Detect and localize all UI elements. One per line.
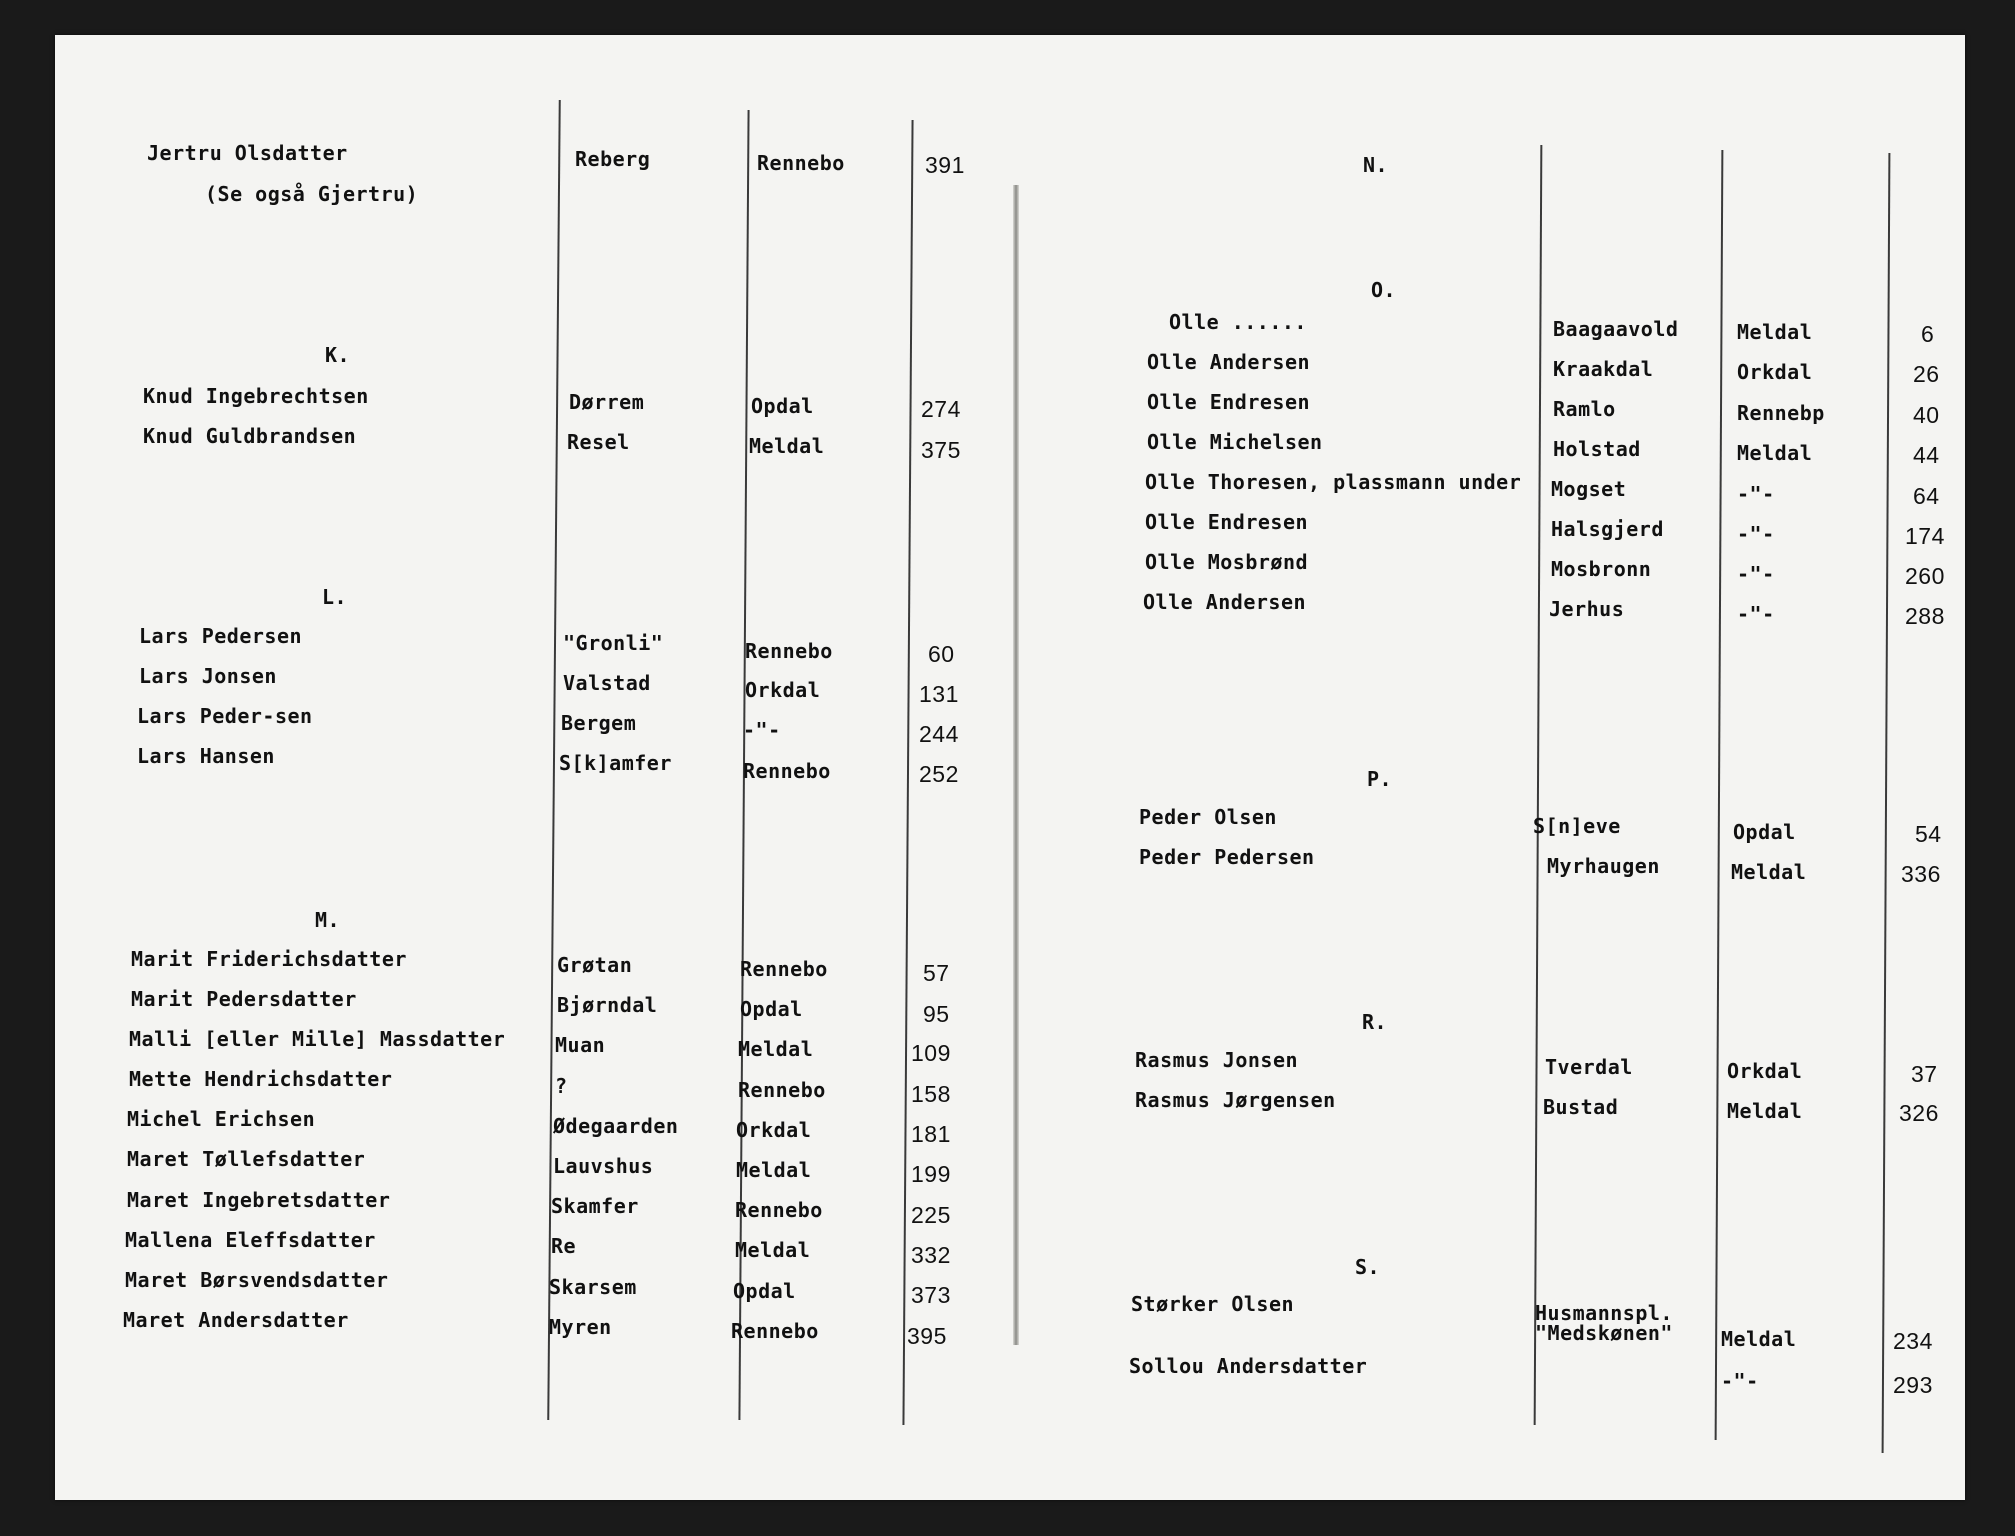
entry-farm: Myrhaugen — [1547, 854, 1660, 878]
entry-name: Olle Endresen — [1145, 510, 1309, 534]
entry-page: 336 — [1901, 861, 1941, 887]
entry-parish: Opdal — [733, 1279, 796, 1303]
entry-page: 293 — [1893, 1372, 1933, 1398]
entry-name: Maret Andersdatter — [123, 1308, 349, 1332]
entry-parish: Meldal — [1727, 1099, 1803, 1123]
entry-parish: Meldal — [736, 1158, 812, 1182]
entry-parish: Rennebo — [740, 957, 828, 981]
entry-farm: Re — [551, 1234, 577, 1258]
entry-page: 6 — [1921, 321, 1935, 347]
left-page — [55, 35, 1015, 1500]
section-letter: N. — [1363, 153, 1389, 177]
entry-name: Lars Pedersen — [139, 624, 303, 648]
entry-page: 375 — [921, 437, 961, 463]
entry-farm: Halsgjerd — [1551, 517, 1664, 541]
entry-parish: Meldal — [738, 1037, 814, 1061]
entry-farm: Kraakdal — [1553, 357, 1654, 381]
entry-farm: S[k]amfer — [559, 751, 672, 775]
entry-page: 332 — [911, 1242, 951, 1268]
entry-name: Rasmus Jonsen — [1135, 1048, 1299, 1072]
entry-page: 373 — [911, 1282, 951, 1308]
entry-parish: -"- — [1721, 1369, 1759, 1393]
entry-parish: Rennebo — [745, 639, 833, 663]
entry-farm: Ramlo — [1553, 397, 1616, 421]
entry-farm: Husmannspl. — [1535, 1301, 1673, 1325]
entry-farm: ? — [555, 1074, 568, 1098]
entry-name: Knud Guldbrandsen — [143, 424, 357, 448]
entry-farm: Mosbronn — [1551, 557, 1652, 581]
section-letter: P. — [1367, 767, 1393, 791]
entry-page: 174 — [1905, 523, 1945, 549]
entry-name: Marit Friderichsdatter — [131, 947, 407, 971]
section-letter: L. — [322, 585, 348, 609]
entry-parish: -"- — [1737, 522, 1775, 546]
entry-name: Maret Tøllefsdatter — [127, 1147, 366, 1171]
entry-farm: Resel — [567, 430, 630, 454]
entry-name: Olle Michelsen — [1147, 430, 1323, 454]
entry-note: (Se også Gjertru) — [205, 182, 419, 206]
entry-farm: Reberg — [575, 147, 651, 171]
entry-page: 199 — [911, 1161, 951, 1187]
entry-farm: Skamfer — [551, 1194, 639, 1218]
entry-page: 260 — [1905, 563, 1945, 589]
right-page — [1015, 35, 1965, 1500]
entry-name: Maret Børsvendsdatter — [125, 1268, 389, 1292]
entry-farm: Skarsem — [549, 1275, 637, 1299]
entry-page: 64 — [1913, 483, 1940, 509]
entry-parish: Orkdal — [745, 678, 821, 702]
entry-farm: Bergem — [561, 711, 637, 735]
entry-name: Rasmus Jørgensen — [1135, 1088, 1336, 1112]
column-divider — [1882, 153, 1891, 1453]
entry-farm: Muan — [555, 1033, 606, 1057]
entry-name: Mette Hendrichsdatter — [129, 1067, 393, 1091]
entry-farm: S[n]eve — [1533, 814, 1621, 838]
entry-page: 54 — [1915, 821, 1942, 847]
entry-parish: -"- — [1737, 482, 1775, 506]
entry-farm: Lauvshus — [553, 1154, 654, 1178]
entry-name: Peder Olsen — [1139, 805, 1277, 829]
document-sheet — [55, 35, 1965, 1500]
entry-parish: Rennebo — [735, 1198, 823, 1222]
entry-name: Olle Andersen — [1143, 590, 1307, 614]
entry-parish: Rennebp — [1737, 401, 1825, 425]
entry-parish: Opdal — [740, 997, 803, 1021]
entry-name: Lars Peder-sen — [137, 704, 313, 728]
entry-farm: Ødegaarden — [553, 1114, 679, 1138]
column-divider — [1534, 145, 1543, 1425]
entry-parish: Meldal — [1731, 860, 1807, 884]
entry-page: 40 — [1913, 402, 1940, 428]
entry-parish: Orkdal — [736, 1118, 812, 1142]
entry-name: Olle Mosbrønd — [1145, 550, 1309, 574]
entry-page: 95 — [923, 1001, 950, 1027]
column-divider — [1715, 150, 1724, 1440]
entry-page: 158 — [911, 1081, 951, 1107]
entry-page: 395 — [907, 1323, 947, 1349]
entry-page: 181 — [911, 1121, 951, 1147]
section-letter: K. — [325, 343, 351, 367]
entry-page: 26 — [1913, 361, 1940, 387]
entry-parish: Rennebo — [731, 1319, 819, 1343]
entry-name: Olle Andersen — [1147, 350, 1311, 374]
section-letter: M. — [315, 908, 341, 932]
entry-name: Olle ...... — [1169, 310, 1307, 334]
entry-parish: -"- — [743, 718, 781, 742]
entry-page: 225 — [911, 1202, 951, 1228]
entry-parish: Orkdal — [1727, 1059, 1803, 1083]
entry-name: Størker Olsen — [1131, 1292, 1295, 1316]
entry-farm: Grøtan — [557, 953, 633, 977]
entry-page: 37 — [1911, 1061, 1938, 1087]
entry-parish: Meldal — [1737, 441, 1813, 465]
entry-name: Marit Pedersdatter — [131, 987, 357, 1011]
entry-farm: Baagaavold — [1553, 317, 1679, 341]
entry-parish: Rennebo — [743, 759, 831, 783]
entry-name: Olle Thoresen, plassmann under — [1145, 470, 1522, 494]
entry-parish: Rennebo — [757, 151, 845, 175]
entry-name: Knud Ingebrechtsen — [143, 384, 369, 408]
entry-page: 131 — [919, 681, 959, 707]
entry-name: Jertru Olsdatter — [147, 141, 348, 165]
entry-farm: Bjørndal — [557, 993, 658, 1017]
entry-farm: Tverdal — [1545, 1055, 1633, 1079]
entry-name: Lars Jonsen — [139, 664, 277, 688]
entry-name: Mallena Eleffsdatter — [125, 1228, 376, 1252]
entry-farm: Bustad — [1543, 1095, 1619, 1119]
section-letter: S. — [1355, 1255, 1381, 1279]
entry-parish: Meldal — [735, 1238, 811, 1262]
entry-name: Peder Pedersen — [1139, 845, 1315, 869]
entry-name: Maret Ingebretsdatter — [127, 1188, 391, 1212]
entry-page: 57 — [923, 960, 950, 986]
entry-parish: Meldal — [1737, 320, 1813, 344]
entry-parish: Opdal — [751, 394, 814, 418]
entry-page: 244 — [919, 721, 959, 747]
entry-parish: Meldal — [1721, 1327, 1797, 1351]
entry-name: Michel Erichsen — [127, 1107, 316, 1131]
entry-farm: "Medskønen" — [1535, 1321, 1673, 1345]
entry-farm: Mogset — [1551, 477, 1627, 501]
column-divider — [902, 120, 913, 1425]
entry-page: 274 — [921, 396, 961, 422]
entry-parish: Rennebo — [738, 1078, 826, 1102]
entry-page: 326 — [1899, 1100, 1939, 1126]
entry-parish: Orkdal — [1737, 360, 1813, 384]
entry-page: 44 — [1913, 442, 1940, 468]
section-letter: R. — [1362, 1010, 1388, 1034]
entry-farm: Jerhus — [1549, 597, 1625, 621]
entry-farm: Dørrem — [569, 390, 645, 414]
entry-farm: "Gronli" — [563, 631, 664, 655]
entry-page: 288 — [1905, 603, 1945, 629]
entry-parish: Opdal — [1733, 820, 1796, 844]
entry-parish: -"- — [1737, 602, 1775, 626]
entry-name: Olle Endresen — [1147, 390, 1311, 414]
entry-parish: Meldal — [749, 434, 825, 458]
entry-page: 109 — [911, 1040, 951, 1066]
entry-parish: -"- — [1737, 562, 1775, 586]
entry-page: 252 — [919, 761, 959, 787]
entry-farm: Valstad — [563, 671, 651, 695]
entry-page: 391 — [925, 152, 965, 178]
entry-page: 234 — [1893, 1328, 1933, 1354]
section-letter: O. — [1371, 278, 1397, 302]
entry-name: Sollou Andersdatter — [1129, 1354, 1368, 1378]
entry-farm: Myren — [549, 1315, 612, 1339]
entry-name: Malli [eller Mille] Massdatter — [129, 1027, 506, 1051]
entry-farm: Holstad — [1553, 437, 1641, 461]
entry-name: Lars Hansen — [137, 744, 275, 768]
entry-page: 60 — [928, 641, 955, 667]
